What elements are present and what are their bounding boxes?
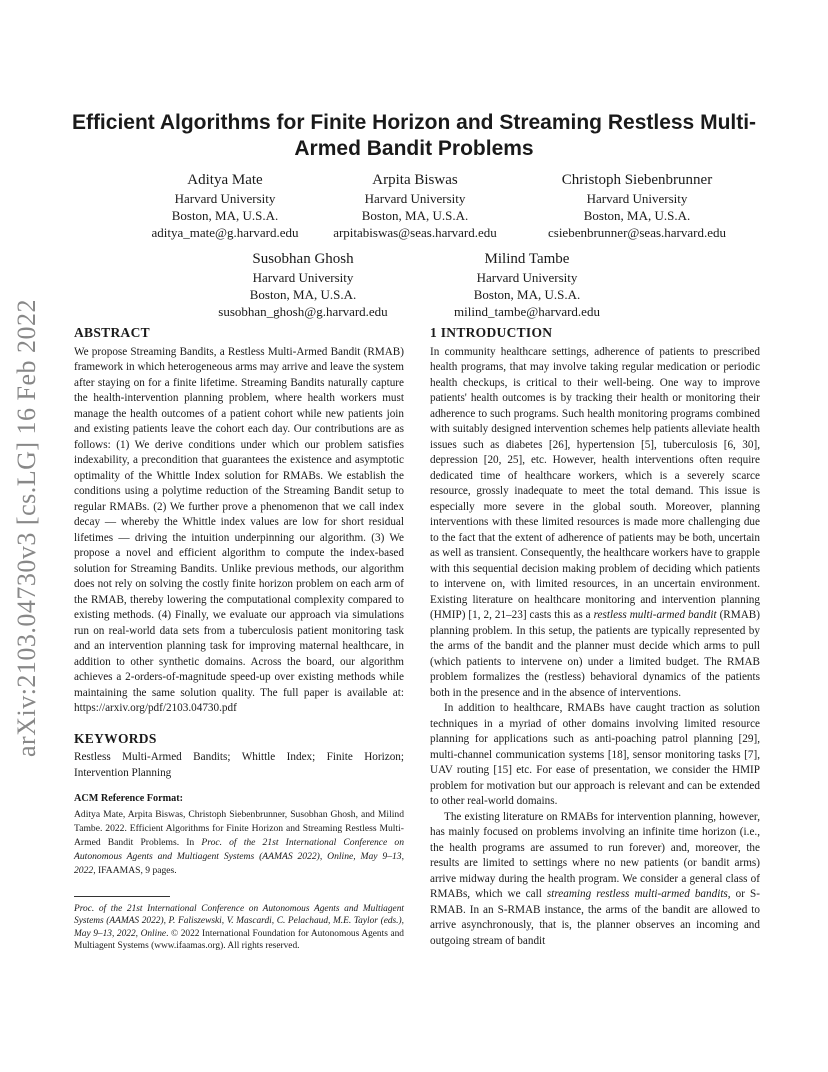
author-block <box>420 249 634 320</box>
author-affiliation: Harvard University <box>252 270 354 285</box>
author-location: Boston, MA, U.S.A. <box>171 208 279 223</box>
author-email: csiebenbrunner@seas.harvard.edu <box>547 225 726 240</box>
author-affiliation: Harvard University <box>476 270 578 285</box>
footnote-rule <box>74 896 170 897</box>
author-email: susobhan_ghosh@g.harvard.edu <box>218 304 388 319</box>
author-affiliation: Harvard University <box>364 191 466 206</box>
author-location: Boston, MA, U.S.A. <box>249 287 357 302</box>
copyright-footnote: Proc. of the 21st International Conference on Autonomous Agents and Multiagent Systems (AAMAS 2022), P. Faliszewski, V. Mascardi, C. Pelachaud, M.E. Taylor (eds.), May 9–13, 2022, Online. © 2022 International Foundation for Autonomous Agents and Multiagent Systems (www.ifaamas.org). All rights reserved. <box>74 903 404 951</box>
author-name: Christoph Siebenbrunner <box>561 172 713 188</box>
right-column <box>430 325 760 949</box>
author-block <box>305 170 525 241</box>
author-name: Aditya Mate <box>187 172 263 188</box>
acm-reference-text: Aditya Mate, Arpita Biswas, Christoph Siebenbrunner, Susobhan Ghosh, and Milind Tambe. 2022. Efficient Algorithms for Finite Horizon and Streaming Restless Multi-Armed Bandit Problems. In Proc. of the 21st International Conference on Autonomous Agents and Multiagent Systems (AAMAS 2022), Online, May 9–13, 2022, IFAAMAS, 9 pages. <box>74 808 404 876</box>
intro-paragraph-3: The existing literature on RMABs for intervention planning, however, has mainly focused on problems involving an infinite time horizon (i.e., the health programs are assumed to run forever) and, moreover, the results are limited to settings where no new patients (or bandit arms) arrive midway during the health program. We consider a general class of RMABs, which we call streaming restless multi-armed bandits, or S-RMAB. In an S-RMAB instance, the arms of the bandit are allowed to arrive asynchronously, that is, the planner observes an incoming and outgoing stream of bandit <box>430 810 760 947</box>
author-location: Boston, MA, U.S.A. <box>361 208 469 223</box>
arxiv-identifier: arXiv:2103.04730v3 [cs.LG] 16 Feb 2022 <box>12 298 41 758</box>
author-affiliation: Harvard University <box>174 191 276 206</box>
keywords-heading: KEYWORDS <box>74 730 157 746</box>
author-name: Arpita Biswas <box>372 172 458 188</box>
keywords-text: Restless Multi-Armed Bandits; Whittle Index; Finite Horizon; Intervention Planning <box>74 751 404 779</box>
author-name: Susobhan Ghosh <box>252 251 354 267</box>
abstract-heading: ABSTRACT <box>74 325 150 340</box>
author-block <box>196 249 410 320</box>
author-email: milind_tambe@harvard.edu <box>454 304 600 319</box>
introduction-heading: 1 INTRODUCTION <box>430 325 553 340</box>
author-email: aditya_mate@g.harvard.edu <box>151 225 299 240</box>
left-column <box>74 325 404 953</box>
abstract-text: We propose Streaming Bandits, a Restless Multi-Armed Bandit (RMAB) framework in which heterogeneous arms may arrive and leave the system after staying on for a finite lifetime. Streaming Bandits naturally capture the health-intervention planning problem, where health workers must manage the health outcomes of a patient cohort while new patients join and existing patients leave the cohort each day. Our contributions are as follows: (1) We derive conditions under which our problem satisfies indexability, a precondition that guarantees the existence and asymptotic optimality of the Whittle Index solution for RMABs. We establish the conditions using a polytime reduction of the Streaming Bandit setup to regular RMABs. (2) We further prove a phenomenon that we call index decay — whereby the Whittle index values are low for short residual lifetimes — driving the intuition underpinning our algorithm. (3) We propose a novel and efficient algorithm to compute the index-based solution for Streaming Bandits. Unlike previous methods, our algorithm does not rely on solving the costly finite horizon problem on each arm of the RMAB, thereby lowering the computational complexity compared to existing methods. (4) Finally, we evaluate our approach via simulations run on real-world data sets from a tuberculosis patient monitoring task and an intervention planning task for improving maternal healthcare, in addition to other synthetic domains. Across the board, our algorithm achieves a 2-orders-of-magnitude speed-up over existing methods while maintaining the same solution quality. The full paper is available at: https://arxiv.org/pdf/2103.04730.pdf <box>74 345 404 714</box>
intro-paragraph-1: In community healthcare settings, adherence of patients to prescribed health programs, that may involve taking regular medication or periodic health checkups, is critical to their well-being. One way to improve patients' health outcomes is by tracking their health or monitoring their adherence to such programs. Such health monitoring programs combined with suitably designed intervention schemes help patients alleviate health issues such as diabetes [26], hypertension [5], tuberculosis [6, 30], depression [20, 25], etc. However, health interventions often require dedicated time of healthcare workers, which is a severely scarce resource, grossly inadequate to meet the total demand. This issue is especially more severe in the global south. Moreover, planning interventions with these limited resources is made more challenging due to the fact that the extent of adherence of patients may be both, uncertain as well as transient. Consequently, the healthcare workers have to grapple with this sequential decision making problem of deciding which patients to intervene on, with limited resources, in an uncertain environment. Existing literature on healthcare monitoring and intervention planning (HMIP) [1, 2, 21–23] casts this as a restless multi-armed bandit (RMAB) planning problem. In this setup, the patients are typically represented by the arms of the bandit and the planner must decide which arms to pull (which patients to intervene on) under a limited budget. The RMAB problem formalizes the (restless) behavioral dynamics of the patients both in the presence and in the absence of interventions. <box>430 345 760 699</box>
paper-title: Efficient Algorithms for Finite Horizon and Streaming Restless Multi-Armed Bandit Problems <box>71 111 757 160</box>
author-name: Milind Tambe <box>484 251 570 267</box>
author-email: arpitabiswas@seas.harvard.edu <box>333 225 497 240</box>
acm-reference-heading: ACM Reference Format: <box>74 793 183 804</box>
intro-paragraph-2: In addition to healthcare, RMABs have caught traction as solution techniques in a myriad of other domains involving limited resource planning for applications such as anti-poaching patrol planning [29], multi-channel communication systems [18], sensor monitoring tasks [7], UAV routing [15] etc. For ease of presentation, we consider the HMIP problem for motivation but our approach is relevant and can be extended to other real-world domains. <box>430 702 760 807</box>
author-affiliation: Harvard University <box>586 191 688 206</box>
author-block <box>526 170 748 241</box>
author-location: Boston, MA, U.S.A. <box>473 287 581 302</box>
author-location: Boston, MA, U.S.A. <box>583 208 691 223</box>
